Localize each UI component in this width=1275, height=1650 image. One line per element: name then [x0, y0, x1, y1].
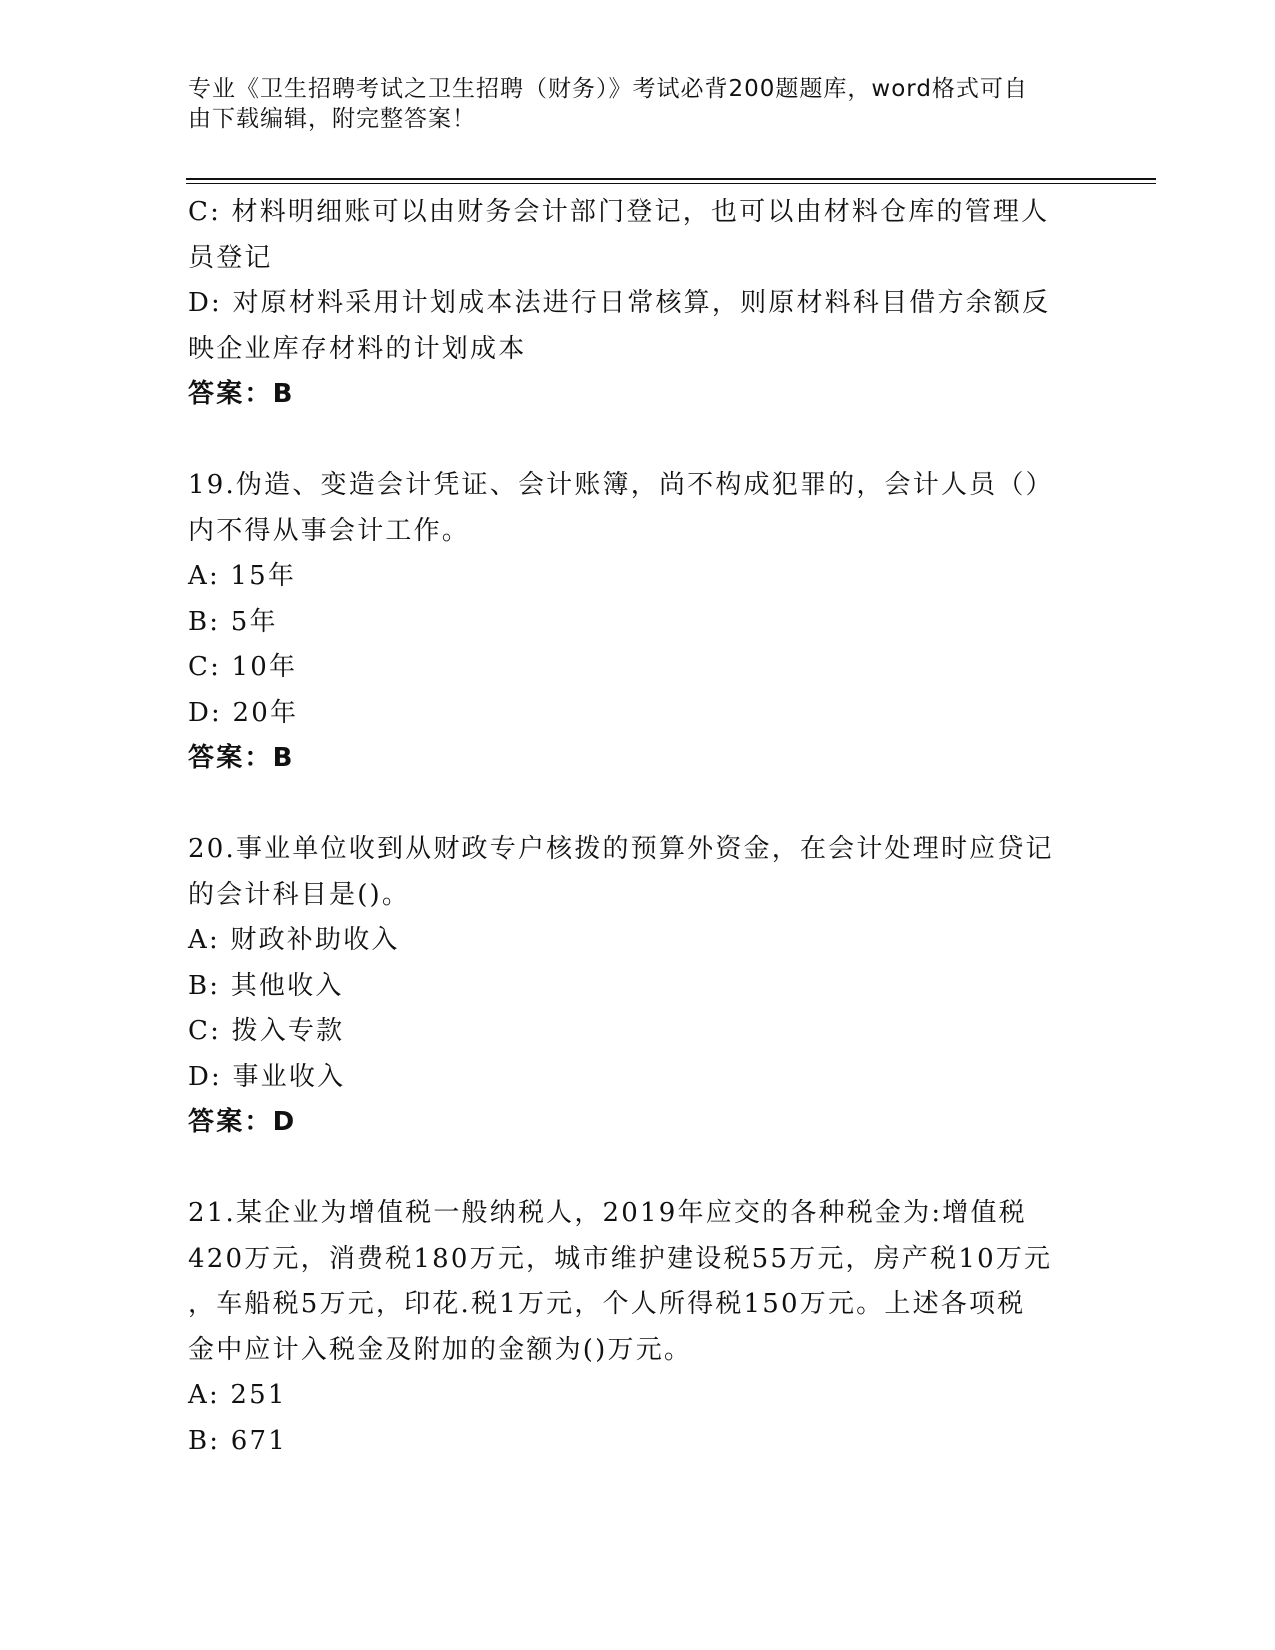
option-c-line-1: C: 材料明细账可以由财务会计部门登记，也可以由材料仓库的管理人	[188, 197, 1050, 227]
option-d-line-1: D: 对原材料采用计划成本法进行日常核算，则原材料科目借方余额反	[188, 288, 1051, 318]
option-b: B: 5年	[188, 606, 278, 637]
spacer	[188, 418, 1088, 464]
option-a: A: 财政补助收入	[188, 925, 400, 955]
spacer	[188, 1146, 1088, 1192]
option-a: A: 251	[188, 1380, 287, 1410]
option-c: C: 10年	[188, 652, 298, 682]
header-title-line-2: 由下载编辑，附完整答案！	[188, 106, 476, 132]
answer-label: 答案：D	[188, 1107, 297, 1137]
spacer	[188, 782, 1088, 828]
question-text-line-2: 420万元，消费税180万元，城市维护建设税55万元，房产税10万元	[188, 1243, 1053, 1274]
option-a: A: 15年	[188, 561, 297, 591]
header-divider-thick	[186, 178, 1156, 180]
question-20	[188, 827, 1088, 1146]
option-c-line-2: 员登记	[188, 242, 273, 273]
option-b: B: 671	[188, 1425, 287, 1456]
document-header	[188, 74, 1088, 134]
answer-label: 答案：B	[188, 743, 295, 773]
question-text-line-1: 19.伪造、变造会计凭证、会计账簿，尚不构成犯罪的，会计人员（）	[188, 470, 1054, 500]
document-body	[188, 190, 1088, 1464]
answer-label: 答案：B	[188, 379, 295, 409]
question-19	[188, 463, 1088, 782]
question-text-line-1: 20.事业单位收到从财政专户核拨的预算外资金，在会计处理时应贷记	[188, 834, 1054, 864]
option-c: C: 拨入专款	[188, 1016, 345, 1046]
question-text-line-2: 的会计科目是()。	[188, 879, 411, 910]
question-text-line-1: 21.某企业为增值税一般纳税人，2019年应交的各种税金为:增值税	[188, 1198, 1027, 1228]
option-d: D: 20年	[188, 697, 299, 728]
header-divider-thin	[186, 183, 1156, 184]
option-d-line-2: 映企业库存材料的计划成本	[188, 333, 527, 364]
option-d: D: 事业收入	[188, 1061, 346, 1092]
question-text-line-3: ，车船税5万元，印花.税1万元，个人所得税150万元。上述各项税	[188, 1289, 1026, 1319]
question-text-line-2: 内不得从事会计工作。	[188, 515, 471, 546]
option-b: B: 其他收入	[188, 970, 344, 1001]
question-text-line-4: 金中应计入税金及附加的金额为()万元。	[188, 1334, 693, 1365]
question-21	[188, 1191, 1088, 1464]
header-title-line-1: 专业《卫生招聘考试之卫生招聘（财务）》考试必背200题题库，word格式可自	[188, 76, 1028, 102]
question-18-tail	[188, 190, 1088, 418]
